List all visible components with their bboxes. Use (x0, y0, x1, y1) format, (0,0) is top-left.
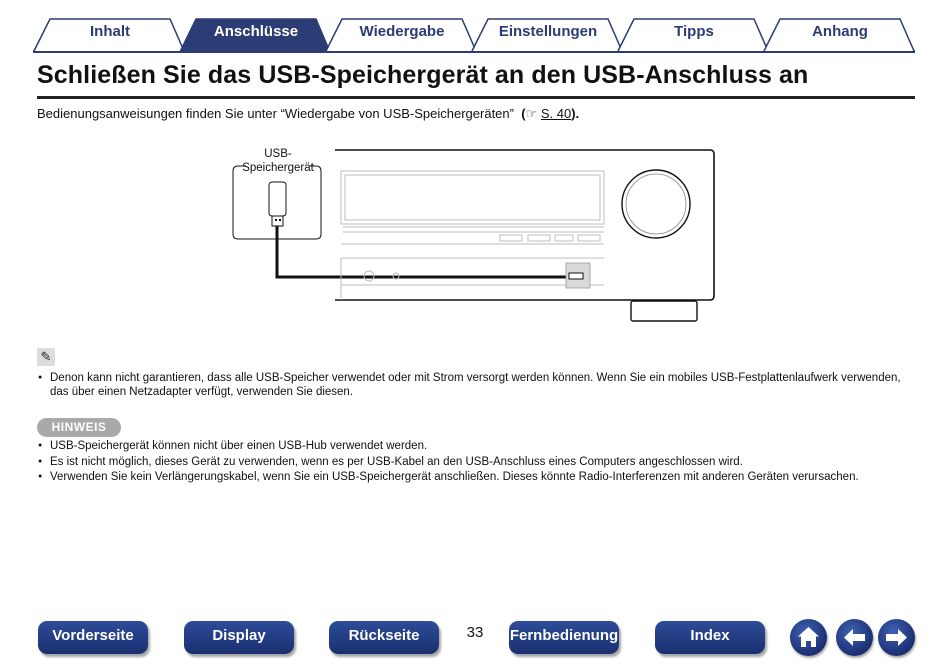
arrow-right-icon (878, 619, 915, 656)
hinweis-item: ● USB-Speichergerät können nicht über einen USB-Hub verwendet werden. (37, 439, 915, 453)
note-item: ● Denon kann nicht garantieren, dass alle USB-Speicher verwendet oder mit Strom versorgt werden können. Wenn Sie ein mobiles USB-Festplattenlaufwerk verwenden, das über einen Netzadapter verfügt, verwenden Sie diesen. (37, 371, 915, 399)
pencil-icon: ✎ (37, 348, 55, 366)
usb-cable (277, 226, 566, 277)
tab-wiedergabe[interactable]: Wiedergabe (359, 23, 445, 40)
tab-einstellungen[interactable]: Einstellungen (498, 23, 598, 40)
pointing-hand-icon: ☞ (525, 106, 538, 121)
usb-stick-icon (269, 182, 286, 216)
vorderseite-button[interactable]: Vorderseite (38, 621, 148, 654)
usb-plug (272, 216, 283, 226)
page-number: 33 (466, 624, 484, 641)
connection-illustration (225, 140, 725, 330)
fernbedienung-button[interactable]: Fernbedienung (509, 621, 619, 654)
close-paren: ). (571, 106, 580, 121)
volume-knob (622, 170, 690, 238)
index-button[interactable]: Index (655, 621, 765, 654)
open-paren: ( (517, 106, 526, 121)
note-list (37, 371, 915, 401)
forward-button[interactable] (878, 619, 915, 656)
page-reference-link[interactable]: S. 40 (540, 106, 572, 121)
tab-anhang[interactable]: Anhang (812, 23, 868, 40)
usb-label-line2: Speichergerät (242, 162, 314, 174)
hinweis-badge: HINWEIS (37, 418, 121, 437)
instruction-line (37, 106, 579, 122)
arrow-left-icon (836, 619, 873, 656)
home-icon (790, 619, 827, 656)
title-rule (37, 96, 915, 99)
tab-inhalt[interactable]: Inhalt (90, 23, 130, 40)
back-button[interactable] (836, 619, 873, 656)
receiver-foot (631, 301, 697, 321)
display-button[interactable]: Display (184, 621, 294, 654)
usb-label-line1: USB- (264, 148, 292, 160)
hinweis-item: ● Verwenden Sie kein Verlängerungskabel, wenn Sie ein USB-Speichergerät anschließen. Dieses könnte Radio-Interferenzen mit anderen Geräten verursachen. (37, 470, 915, 484)
display-window (341, 171, 604, 224)
hinweis-item: ● Es ist nicht möglich, dieses Gerät zu verwenden, wenn es per USB-Kabel an den USB-Anschluss eines Computers angeschlossen wird. (37, 455, 915, 469)
tab-bar (0, 0, 950, 56)
instruction-text: Bedienungsanweisungen finden Sie unter “Wiedergabe von USB-Speichergeräten” (37, 106, 514, 121)
page-title: Schließen Sie das USB-Speichergerät an den USB-Anschluss an (37, 61, 809, 89)
tab-anschluesse[interactable]: Anschlüsse (213, 23, 299, 40)
tab-tipps[interactable]: Tipps (674, 23, 714, 40)
rueckseite-button[interactable]: Rückseite (329, 621, 439, 654)
home-button[interactable] (790, 619, 827, 656)
hinweis-list (37, 439, 915, 486)
